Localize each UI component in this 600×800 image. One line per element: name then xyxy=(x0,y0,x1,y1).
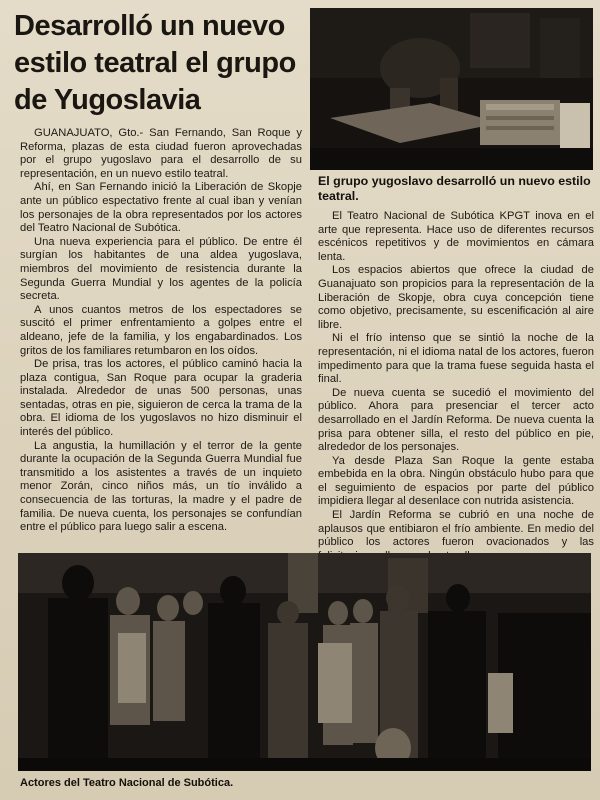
paragraph: A unos cuantos metros de los espectadores se suscitó el primer enfrentamiento a golpes entre el aldeano, jefe de la familia, y los engabardinados. Los gritos de los familiares retumbaron en los oídos. xyxy=(20,303,302,357)
paragraph: El Jardín Reforma se cubrió en una noche de aplausos que entibiaron el frío ambiente. En medio del público los actores fueron ovacionados y las xyxy=(318,509,594,549)
paragraph-lead xyxy=(20,127,302,181)
photo-caption-bottom: Actores del Teatro Nacional de Subótica. xyxy=(20,777,234,789)
paragraph: Ya desde Plaza San Roque la gente estaba embebida en la obra. Ningún obstáculo hubo para que el seguimiento de espacios por parte del público impidiera llegar al desenlace con nutrida asistencia. xyxy=(318,454,594,508)
paragraph: Los espacios abiertos que ofrece la ciudad de Guanajuato son propicios para la representación de la Liberación de Skopje, obra cuya concepción tiene como objetivo, precisamente, su escenificación al aire libre. xyxy=(318,264,594,331)
photo-caption-top: El grupo yugoslavo desarrolló un nuevo estilo teatral. xyxy=(318,174,591,203)
article-column-right xyxy=(318,210,594,563)
paragraph: De prisa, tras los actores, el público caminó hacia la plaza contigua, San Roque para ocupar la graderia instalada. Alrededor de unas 500 personas, unas sentadas, otras en pie, siguieron de cerca la trama de la obra. El idioma de los yugoslavos no hizo disminuir el interés del público. xyxy=(20,358,302,439)
stage-photo xyxy=(310,8,593,170)
dateline: GUANAJUATO, Gto.- xyxy=(34,127,144,139)
headline: Desarrolló un nuevo estilo teatral el grupo de Yugoslavia xyxy=(14,10,296,116)
paragraph: El Teatro Nacional de Subótica KPGT inova en el arte que representa. Hace uso de diferentes recursos escénicos repetitivos y de movimientos en cámara lenta. xyxy=(318,210,594,263)
stage-photo-image xyxy=(310,8,593,170)
article-column-left xyxy=(20,127,302,535)
paragraph: Ni el frío intenso que se sintió la noche de la representación, ni el idioma natal de los actores, fueron impedimento para que la trama fuese seguida hasta el final. xyxy=(318,332,594,386)
lead-text: San Fernando, San Roque y Reforma, plazas de esta ciudad fueron aprovechadas por el grupo yugoslavo para el desarrollo de su representación, en un nuevo estilo teatral. xyxy=(20,127,302,180)
paragraph: Una nueva experiencia para el público. De entre él surgían los habitantes de una aldea yugoslava, miembros del movimiento de resistencia durante la Segunda Guerra Mundial y los agentes de la policía secreta. xyxy=(20,235,302,303)
paragraph: De nueva cuenta se sucedió el movimiento del público. Ahora para presenciar el tercer acto desarrollado en el Jardín Reforma. De nueva cuenta la prisa para obtener silla, el resto del público en pie, alrededor de los personajes. xyxy=(318,386,594,454)
crowd-photo-image xyxy=(18,553,591,771)
paragraph: La angustia, la humillación y el terror de la gente durante la ocupación de la Segunda Guerra Mundial fue transmitido a los asistentes a través de un inquieto menor Zorán, cinco niños más, un tío inválido a consecuencia de las torturas, la madre y el padre de familia. De nueva cuenta, los personajes se confundían entre el público para luego salir a escena. xyxy=(20,439,302,534)
crowd-photo xyxy=(18,553,591,771)
paragraph: Ahí, en San Fernando inició la Liberación de Skopje ante un público espectativo frente al cual iban y venían los personajes de la obra representados por los actores del Teatro Nacional de Subótica. xyxy=(20,181,302,235)
